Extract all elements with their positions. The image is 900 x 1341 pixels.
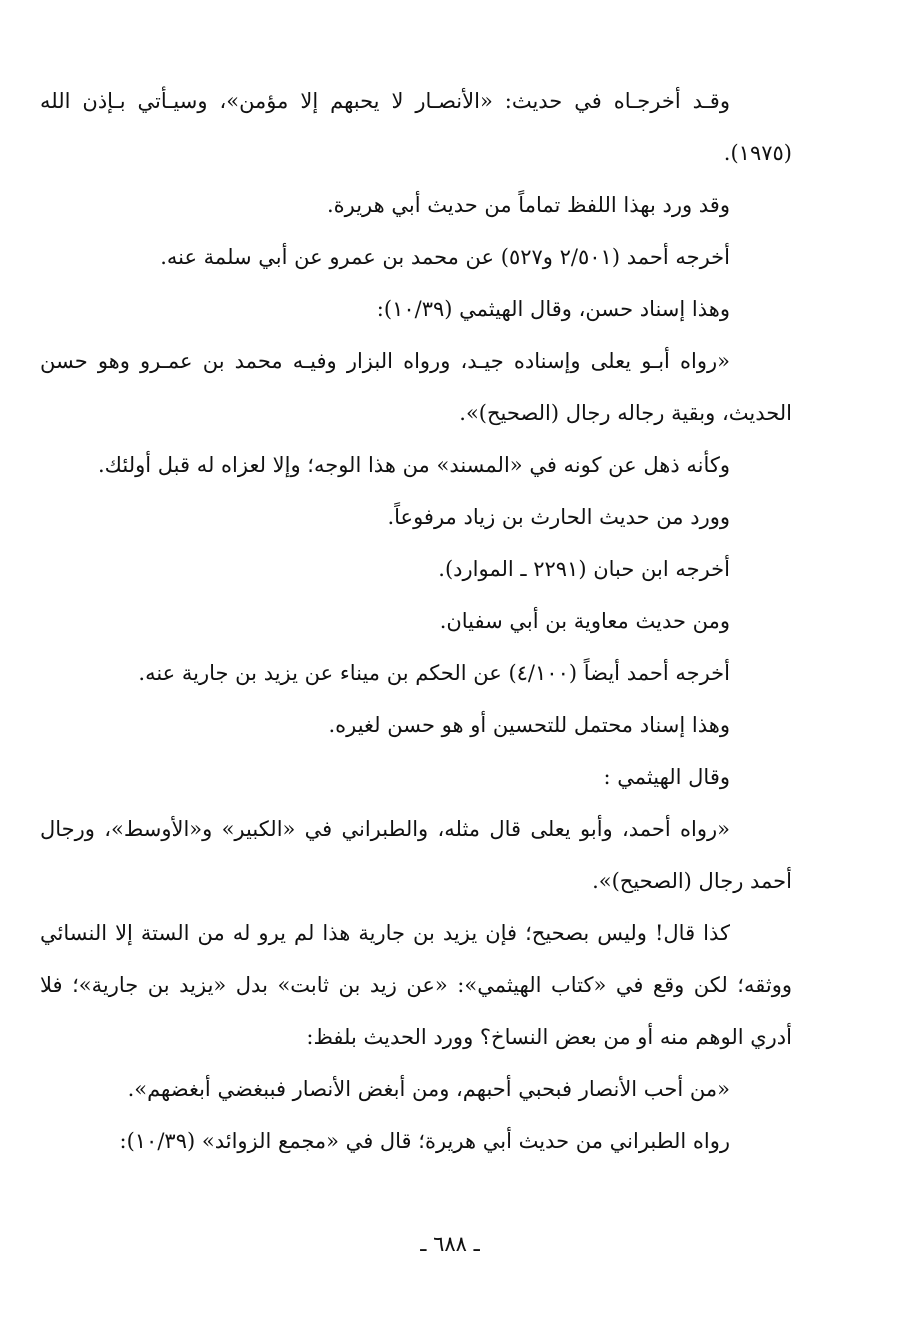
paragraph-16: رواه الطبراني من حديث أبي هريرة؛ قال في «مجمع الزوائد» (١٠/٣٩): xyxy=(119,1129,730,1153)
page-number: ـ ٦٨٨ ـ xyxy=(420,1232,480,1256)
paragraph-10: أخرجه أحمد أيضاً (٤/١٠٠) عن الحكم بن ميناء عن يزيد بن جارية عنه. xyxy=(138,661,730,685)
paragraph-13: «رواه أحمد، وأبو يعلى قال مثله، والطبراني في «الكبير» و«الأوسط»، ورجال أحمد رجال (الصحيح)». xyxy=(40,817,792,893)
paragraph-4: وهذا إسناد حسن، وقال الهيثمي (١٠/٣٩): xyxy=(376,297,730,321)
paragraph-15: «من أحب الأنصار فبحبي أحبهم، ومن أبغض الأنصار فببغضي أبغضهم». xyxy=(127,1077,730,1101)
paragraph-9: ومن حديث معاوية بن أبي سفيان. xyxy=(439,609,730,633)
paragraph-7: وورد من حديث الحارث بن زياد مرفوعاً. xyxy=(387,505,730,529)
paragraph-14: كذا قال! وليس بصحيح؛ فإن يزيد بن جارية هذا لم يرو له من الستة إلا النسائي ووثقه؛ لكن وقع في «كتاب الهيثمي»: «عن زيد بن ثابت» بدل «يزيد بن جارية»؛ فلا أدري الوهم منه أو من بعض النساخ؟ وورد الحديث بلفظ: xyxy=(40,921,792,1049)
paragraph-11: وهذا إسناد محتمل للتحسين أو هو حسن لغيره. xyxy=(328,713,730,737)
paragraph-8: أخرجه ابن حبان (٢٢٩١ ـ الموارد). xyxy=(438,557,730,581)
paragraph-2: وقد ورد بهذا اللفظ تماماً من حديث أبي هريرة. xyxy=(326,193,730,217)
paragraph-3: أخرجه أحمد (٢/٥٠١ و٥٢٧) عن محمد بن عمرو عن أبي سلمة عنه. xyxy=(160,245,730,269)
paragraph-5: «رواه أبـو يعلى وإسناده جيـد، ورواه البزار وفيـه محمد بن عمـرو وهو حسن الحديث، وبقية رجاله رجال (الصحيح)». xyxy=(40,349,792,425)
paragraph-12: وقال الهيثمي : xyxy=(603,765,730,789)
page-body xyxy=(40,75,792,1167)
paragraph-6: وكأنه ذهل عن كونه في «المسند» من هذا الوجه؛ وإلا لعزاه له قبل أولئك. xyxy=(97,453,730,477)
paragraph-1: وقـد أخرجـاه في حديث: «الأنصـار لا يحبهم إلا مؤمن»، وسيـأتي بـإذن الله (١٩٧٥). xyxy=(40,89,792,165)
